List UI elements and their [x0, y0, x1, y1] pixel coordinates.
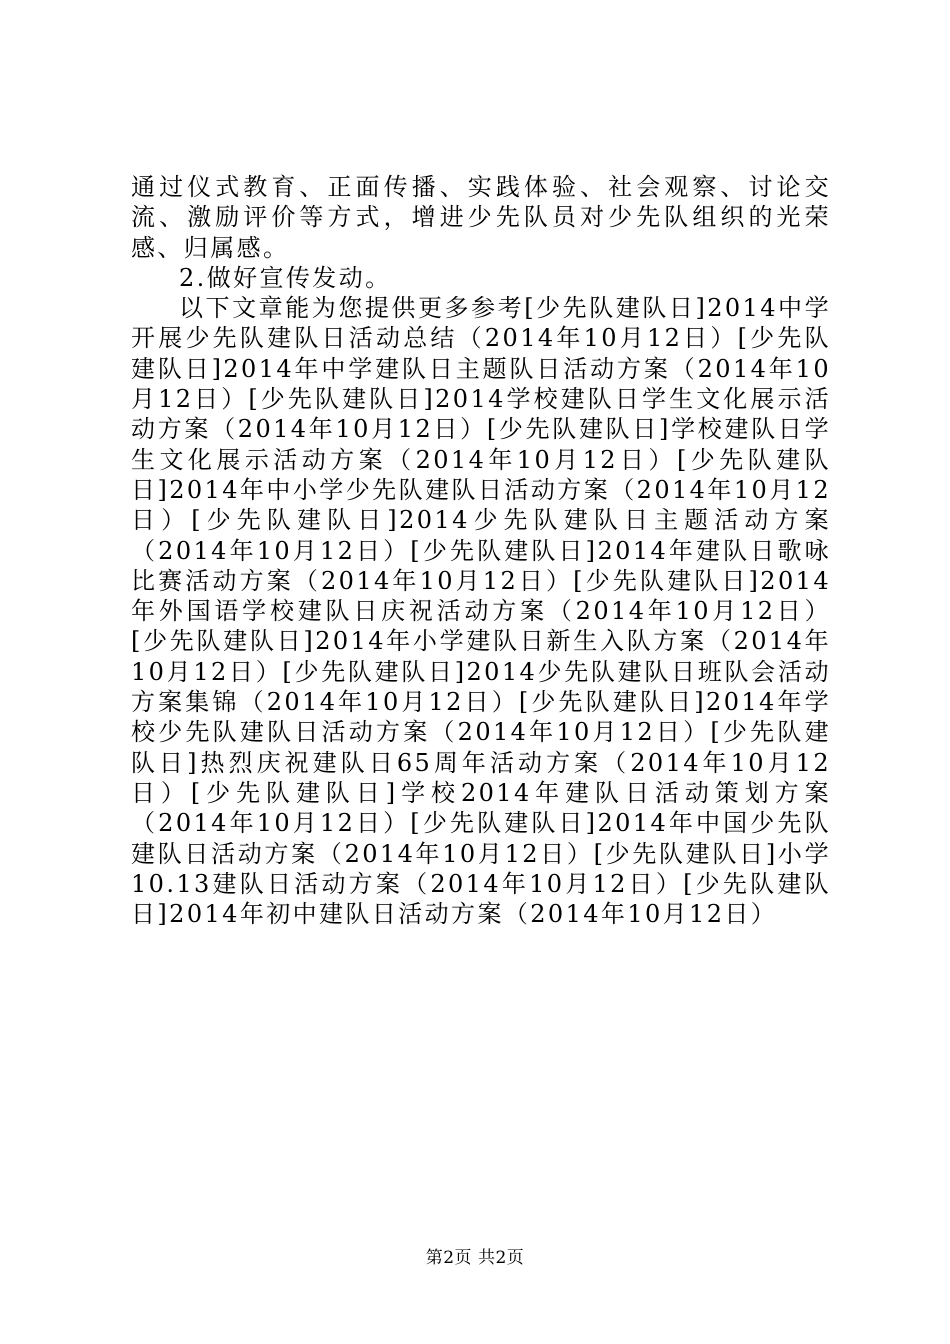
- paragraph-related-articles: 以下文章能为您提供更多参考[少先队建队日]2014中学开展少先队建队日活动总结（2014年10月12日）[少先队建队日]2014年中学建队日主题队日活动方案（2014年10月12日）[少先队建队日]2014学校建队日学生文化展示活动方案（2014年10月12日）[少先队建队日]学校建队日学生文化展示活动方案（2014年10月12日）[少先队建队日]2014年中小学少先队建队日活动方案（2014年10月12日）[少先队建队日]2014少先队建队日主题活动方案（2014年10月12日）[少先队建队日]2014年建队日歌咏比赛活动方案（2014年10月12日）[少先队建队日]2014年外国语学校建队日庆祝活动方案（2014年10月12日）[少先队建队日]2014年小学建队日新生入队方案（2014年10月12日）[少先队建队日]2014少先队建队日班队会活动方案集锦（2014年10月12日）[少先队建队日]2014年学校少先队建队日活动方案（2014年10月12日）[少先队建队日]热烈庆祝建队日65周年活动方案（2014年10月12日）[少先队建队日]学校2014年建队日活动策划方案（2014年10月12日）[少先队建队日]2014年中国少先队建队日活动方案（2014年10月12日）[少先队建队日]小学10.13建队日活动方案（2014年10月12日）[少先队建队日]2014年初中建队日活动方案（2014年10月12日）: [131, 294, 831, 929]
- document-body: [131, 172, 831, 929]
- paragraph-section-heading: 2.做好宣传发动。: [179, 263, 392, 292]
- paragraph-continuation: 通过仪式教育、正面传播、实践体验、社会观察、讨论交流、激励评价等方式，增进少先队员对少先队组织的光荣感、归属感。: [131, 173, 831, 262]
- page-number-footer: 第2页 共2页: [425, 1248, 525, 1268]
